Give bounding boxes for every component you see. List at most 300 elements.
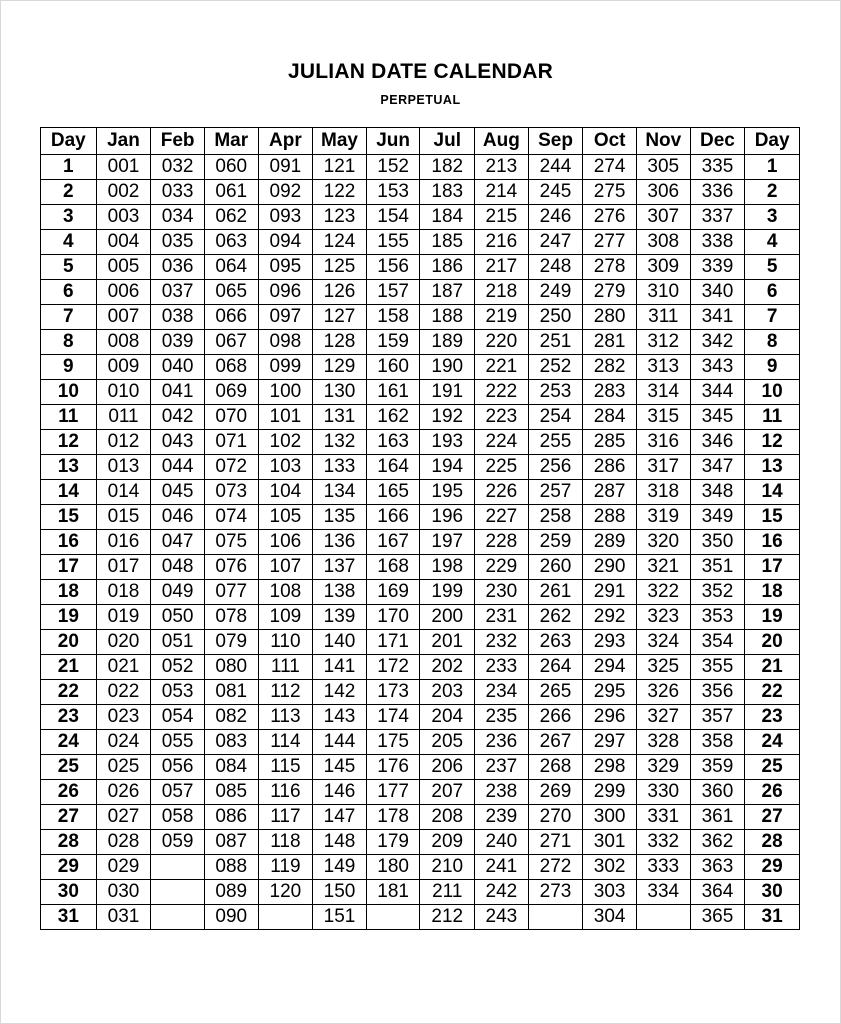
julian-date-cell: 094 [258,230,313,255]
julian-date-cell: 156 [366,255,420,280]
julian-date-cell [151,855,205,880]
day-number-cell: 11 [41,405,97,430]
julian-date-cell: 202 [420,655,475,680]
julian-date-cell: 147 [313,805,367,830]
julian-date-cell: 174 [366,705,420,730]
julian-date-cell: 074 [204,505,258,530]
julian-date-cell: 037 [151,280,205,305]
julian-date-cell: 121 [313,155,367,180]
julian-date-cell: 068 [204,355,258,380]
julian-date-cell: 123 [313,205,367,230]
julian-date-cell: 247 [528,230,583,255]
julian-date-cell: 150 [313,880,367,905]
julian-date-cell: 079 [204,630,258,655]
julian-date-cell: 274 [583,155,637,180]
julian-date-cell: 036 [151,255,205,280]
table-row [41,580,800,605]
julian-date-cell: 295 [583,680,637,705]
julian-date-cell: 226 [475,480,529,505]
julian-date-cell: 134 [313,480,367,505]
table-row [41,780,800,805]
page-title: JULIAN DATE CALENDAR [288,60,553,83]
julian-date-cell: 308 [636,230,690,255]
julian-date-cell: 281 [583,330,637,355]
julian-date-cell: 183 [420,180,475,205]
day-number-cell: 20 [745,630,800,655]
day-number-cell: 21 [41,655,97,680]
day-number-cell: 27 [745,805,800,830]
julian-date-cell: 324 [636,630,690,655]
julian-date-cell: 155 [366,230,420,255]
julian-date-cell: 357 [690,705,745,730]
julian-date-cell: 258 [528,505,583,530]
julian-date-cell: 176 [366,755,420,780]
julian-date-cell: 283 [583,380,637,405]
julian-date-cell: 024 [96,730,151,755]
day-number-cell: 25 [41,755,97,780]
julian-date-cell: 082 [204,705,258,730]
julian-date-cell: 047 [151,530,205,555]
julian-date-cell: 186 [420,255,475,280]
julian-date-cell: 212 [420,905,475,930]
julian-date-cell: 106 [258,530,313,555]
table-row [41,905,800,930]
table-row [41,730,800,755]
day-number-cell: 13 [745,455,800,480]
julian-date-cell: 009 [96,355,151,380]
julian-date-cell: 101 [258,405,313,430]
julian-date-cell: 033 [151,180,205,205]
julian-date-cell: 296 [583,705,637,730]
julian-date-cell: 349 [690,505,745,530]
day-number-cell: 13 [41,455,97,480]
julian-date-cell: 330 [636,780,690,805]
julian-date-cell: 064 [204,255,258,280]
julian-date-cell: 091 [258,155,313,180]
day-number-cell: 4 [745,230,800,255]
julian-date-cell: 065 [204,280,258,305]
julian-date-cell: 015 [96,505,151,530]
day-number-cell: 8 [41,330,97,355]
julian-date-cell: 216 [475,230,529,255]
day-number-cell: 16 [745,530,800,555]
julian-date-cell: 042 [151,405,205,430]
julian-date-cell: 267 [528,730,583,755]
julian-date-cell: 069 [204,380,258,405]
julian-date-cell: 237 [475,755,529,780]
table-row [41,655,800,680]
julian-date-cell: 039 [151,330,205,355]
julian-date-cell [366,905,420,930]
day-number-cell: 5 [745,255,800,280]
julian-date-cell: 232 [475,630,529,655]
julian-date-cell: 158 [366,305,420,330]
julian-date-cell: 096 [258,280,313,305]
julian-date-cell: 321 [636,555,690,580]
julian-date-table [40,127,800,930]
julian-date-cell: 173 [366,680,420,705]
table-row [41,805,800,830]
day-number-cell: 10 [745,380,800,405]
julian-date-cell: 320 [636,530,690,555]
julian-date-cell: 244 [528,155,583,180]
julian-date-cell: 292 [583,605,637,630]
julian-date-cell: 316 [636,430,690,455]
table-row [41,380,800,405]
julian-date-cell: 234 [475,680,529,705]
julian-date-cell: 245 [528,180,583,205]
julian-date-cell: 012 [96,430,151,455]
julian-date-cell: 062 [204,205,258,230]
julian-date-cell: 133 [313,455,367,480]
julian-date-cell: 014 [96,480,151,505]
day-number-cell: 31 [745,905,800,930]
julian-date-cell: 331 [636,805,690,830]
day-number-cell: 26 [41,780,97,805]
julian-date-cell: 032 [151,155,205,180]
julian-date-cell: 279 [583,280,637,305]
julian-date-cell: 196 [420,505,475,530]
julian-date-cell: 132 [313,430,367,455]
julian-date-cell: 290 [583,555,637,580]
julian-date-cell: 026 [96,780,151,805]
julian-date-cell: 238 [475,780,529,805]
julian-date-cell: 115 [258,755,313,780]
day-number-cell: 18 [745,580,800,605]
julian-date-cell: 332 [636,830,690,855]
julian-date-cell: 059 [151,830,205,855]
column-header-aug: Aug [475,128,529,155]
julian-date-cell: 299 [583,780,637,805]
julian-date-cell: 352 [690,580,745,605]
julian-date-cell: 110 [258,630,313,655]
table-row [41,880,800,905]
julian-date-cell: 001 [96,155,151,180]
julian-date-cell: 018 [96,580,151,605]
julian-date-cell: 197 [420,530,475,555]
julian-date-cell: 185 [420,230,475,255]
table-row [41,555,800,580]
julian-date-cell: 045 [151,480,205,505]
julian-date-cell: 303 [583,880,637,905]
julian-date-cell: 178 [366,805,420,830]
julian-date-cell: 345 [690,405,745,430]
day-number-cell: 26 [745,780,800,805]
julian-date-cell: 356 [690,680,745,705]
julian-date-cell: 075 [204,530,258,555]
julian-date-cell: 361 [690,805,745,830]
julian-date-cell: 204 [420,705,475,730]
julian-date-cell: 139 [313,605,367,630]
julian-date-cell: 350 [690,530,745,555]
julian-date-cell: 066 [204,305,258,330]
julian-date-cell: 060 [204,155,258,180]
julian-date-cell: 235 [475,705,529,730]
julian-date-cell: 249 [528,280,583,305]
julian-date-cell: 190 [420,355,475,380]
julian-date-cell: 141 [313,655,367,680]
julian-date-cell: 130 [313,380,367,405]
julian-date-cell [636,905,690,930]
table-row [41,430,800,455]
julian-date-cell: 287 [583,480,637,505]
table-body [41,155,800,930]
julian-date-cell: 116 [258,780,313,805]
julian-date-cell: 254 [528,405,583,430]
day-number-cell: 12 [745,430,800,455]
column-header-day-left: Day [41,128,97,155]
julian-date-cell: 077 [204,580,258,605]
julian-date-cell: 182 [420,155,475,180]
julian-date-cell: 239 [475,805,529,830]
julian-date-cell: 007 [96,305,151,330]
julian-date-cell: 170 [366,605,420,630]
day-number-cell: 5 [41,255,97,280]
table-row [41,505,800,530]
day-number-cell: 25 [745,755,800,780]
julian-date-cell: 008 [96,330,151,355]
julian-date-cell: 248 [528,255,583,280]
julian-date-cell: 070 [204,405,258,430]
julian-date-cell: 221 [475,355,529,380]
julian-date-cell: 127 [313,305,367,330]
julian-date-cell: 323 [636,605,690,630]
table-header-row [41,128,800,155]
julian-date-cell: 169 [366,580,420,605]
julian-date-cell: 241 [475,855,529,880]
column-header-dec: Dec [690,128,745,155]
julian-date-cell: 273 [528,880,583,905]
julian-date-cell: 071 [204,430,258,455]
julian-date-cell: 243 [475,905,529,930]
day-number-cell: 12 [41,430,97,455]
julian-date-cell: 220 [475,330,529,355]
julian-date-cell: 126 [313,280,367,305]
julian-date-cell: 002 [96,180,151,205]
julian-date-cell: 339 [690,255,745,280]
julian-date-cell: 063 [204,230,258,255]
julian-date-cell: 108 [258,580,313,605]
table-row [41,455,800,480]
julian-date-cell: 041 [151,380,205,405]
julian-date-cell: 293 [583,630,637,655]
julian-date-cell: 122 [313,180,367,205]
julian-date-cell: 086 [204,805,258,830]
julian-date-cell: 140 [313,630,367,655]
julian-date-cell: 043 [151,430,205,455]
day-number-cell: 9 [745,355,800,380]
table-row [41,205,800,230]
julian-date-cell: 017 [96,555,151,580]
julian-date-cell: 113 [258,705,313,730]
day-number-cell: 22 [41,680,97,705]
julian-date-cell: 151 [313,905,367,930]
julian-date-cell: 029 [96,855,151,880]
julian-date-cell: 211 [420,880,475,905]
column-header-feb: Feb [151,128,205,155]
table-row [41,755,800,780]
julian-date-cell: 035 [151,230,205,255]
julian-date-cell: 200 [420,605,475,630]
day-number-cell: 7 [41,305,97,330]
julian-date-cell: 087 [204,830,258,855]
table-row [41,330,800,355]
day-number-cell: 27 [41,805,97,830]
julian-date-cell: 157 [366,280,420,305]
day-number-cell: 3 [41,205,97,230]
julian-date-cell: 322 [636,580,690,605]
julian-date-cell: 340 [690,280,745,305]
julian-date-cell: 198 [420,555,475,580]
day-number-cell: 23 [41,705,97,730]
julian-date-cell: 311 [636,305,690,330]
julian-date-cell: 187 [420,280,475,305]
julian-date-cell: 057 [151,780,205,805]
table-row [41,230,800,255]
julian-date-cell: 171 [366,630,420,655]
julian-date-cell: 354 [690,630,745,655]
julian-date-cell: 314 [636,380,690,405]
julian-date-cell: 298 [583,755,637,780]
julian-date-cell: 270 [528,805,583,830]
column-header-sep: Sep [528,128,583,155]
julian-date-cell: 341 [690,305,745,330]
julian-date-cell: 365 [690,905,745,930]
julian-date-cell: 011 [96,405,151,430]
julian-date-cell: 048 [151,555,205,580]
column-header-apr: Apr [258,128,313,155]
julian-date-cell: 227 [475,505,529,530]
julian-date-cell: 233 [475,655,529,680]
julian-date-cell: 051 [151,630,205,655]
julian-date-cell: 351 [690,555,745,580]
julian-date-cell: 334 [636,880,690,905]
julian-date-cell: 335 [690,155,745,180]
julian-date-cell: 214 [475,180,529,205]
day-number-cell: 30 [41,880,97,905]
julian-date-cell: 090 [204,905,258,930]
julian-date-cell: 129 [313,355,367,380]
julian-date-cell: 093 [258,205,313,230]
day-number-cell: 29 [41,855,97,880]
julian-date-cell: 080 [204,655,258,680]
day-number-cell: 22 [745,680,800,705]
julian-date-cell: 261 [528,580,583,605]
julian-date-cell: 105 [258,505,313,530]
julian-date-cell: 338 [690,230,745,255]
julian-date-cell: 353 [690,605,745,630]
julian-date-cell: 004 [96,230,151,255]
julian-date-cell: 251 [528,330,583,355]
julian-date-cell: 179 [366,830,420,855]
julian-date-cell: 109 [258,605,313,630]
julian-date-cell: 189 [420,330,475,355]
day-number-cell: 23 [745,705,800,730]
column-header-nov: Nov [636,128,690,155]
julian-date-cell: 152 [366,155,420,180]
day-number-cell: 28 [41,830,97,855]
julian-date-cell: 184 [420,205,475,230]
julian-date-cell: 128 [313,330,367,355]
julian-date-cell: 315 [636,405,690,430]
julian-date-cell: 260 [528,555,583,580]
day-number-cell: 2 [41,180,97,205]
julian-date-cell: 266 [528,705,583,730]
julian-date-cell: 257 [528,480,583,505]
julian-date-cell: 265 [528,680,583,705]
julian-date-cell: 278 [583,255,637,280]
julian-date-cell: 142 [313,680,367,705]
julian-date-cell: 253 [528,380,583,405]
day-number-cell: 1 [745,155,800,180]
day-number-cell: 17 [41,555,97,580]
day-number-cell: 18 [41,580,97,605]
table-row [41,480,800,505]
julian-date-cell: 319 [636,505,690,530]
table-row [41,405,800,430]
julian-date-cell: 025 [96,755,151,780]
table-row [41,255,800,280]
julian-date-cell: 120 [258,880,313,905]
julian-date-cell: 055 [151,730,205,755]
table-row [41,180,800,205]
table-row [41,305,800,330]
julian-date-cell: 217 [475,255,529,280]
julian-date-cell: 099 [258,355,313,380]
julian-date-cell: 259 [528,530,583,555]
julian-date-cell: 246 [528,205,583,230]
julian-date-cell: 229 [475,555,529,580]
julian-date-cell: 136 [313,530,367,555]
julian-date-cell: 358 [690,730,745,755]
julian-date-cell: 307 [636,205,690,230]
julian-date-cell: 135 [313,505,367,530]
julian-date-cell: 224 [475,430,529,455]
day-number-cell: 6 [745,280,800,305]
julian-date-cell: 327 [636,705,690,730]
julian-date-cell: 262 [528,605,583,630]
julian-date-cell: 114 [258,730,313,755]
julian-date-cell: 067 [204,330,258,355]
julian-date-cell: 236 [475,730,529,755]
julian-date-cell: 195 [420,480,475,505]
julian-date-cell: 209 [420,830,475,855]
julian-date-cell: 289 [583,530,637,555]
julian-date-cell: 225 [475,455,529,480]
julian-date-cell: 119 [258,855,313,880]
julian-date-cell: 168 [366,555,420,580]
julian-date-cell: 268 [528,755,583,780]
table-row [41,355,800,380]
julian-date-cell: 318 [636,480,690,505]
julian-date-cell: 252 [528,355,583,380]
julian-date-cell: 203 [420,680,475,705]
table-row [41,530,800,555]
julian-date-cell: 208 [420,805,475,830]
julian-date-cell: 019 [96,605,151,630]
julian-date-cell: 020 [96,630,151,655]
julian-date-cell: 205 [420,730,475,755]
julian-date-cell: 337 [690,205,745,230]
julian-date-cell: 294 [583,655,637,680]
julian-date-cell: 166 [366,505,420,530]
day-number-cell: 15 [745,505,800,530]
column-header-jul: Jul [420,128,475,155]
julian-date-cell: 164 [366,455,420,480]
julian-date-cell: 102 [258,430,313,455]
julian-date-cell: 145 [313,755,367,780]
page-subtitle: PERPETUAL [380,93,461,107]
